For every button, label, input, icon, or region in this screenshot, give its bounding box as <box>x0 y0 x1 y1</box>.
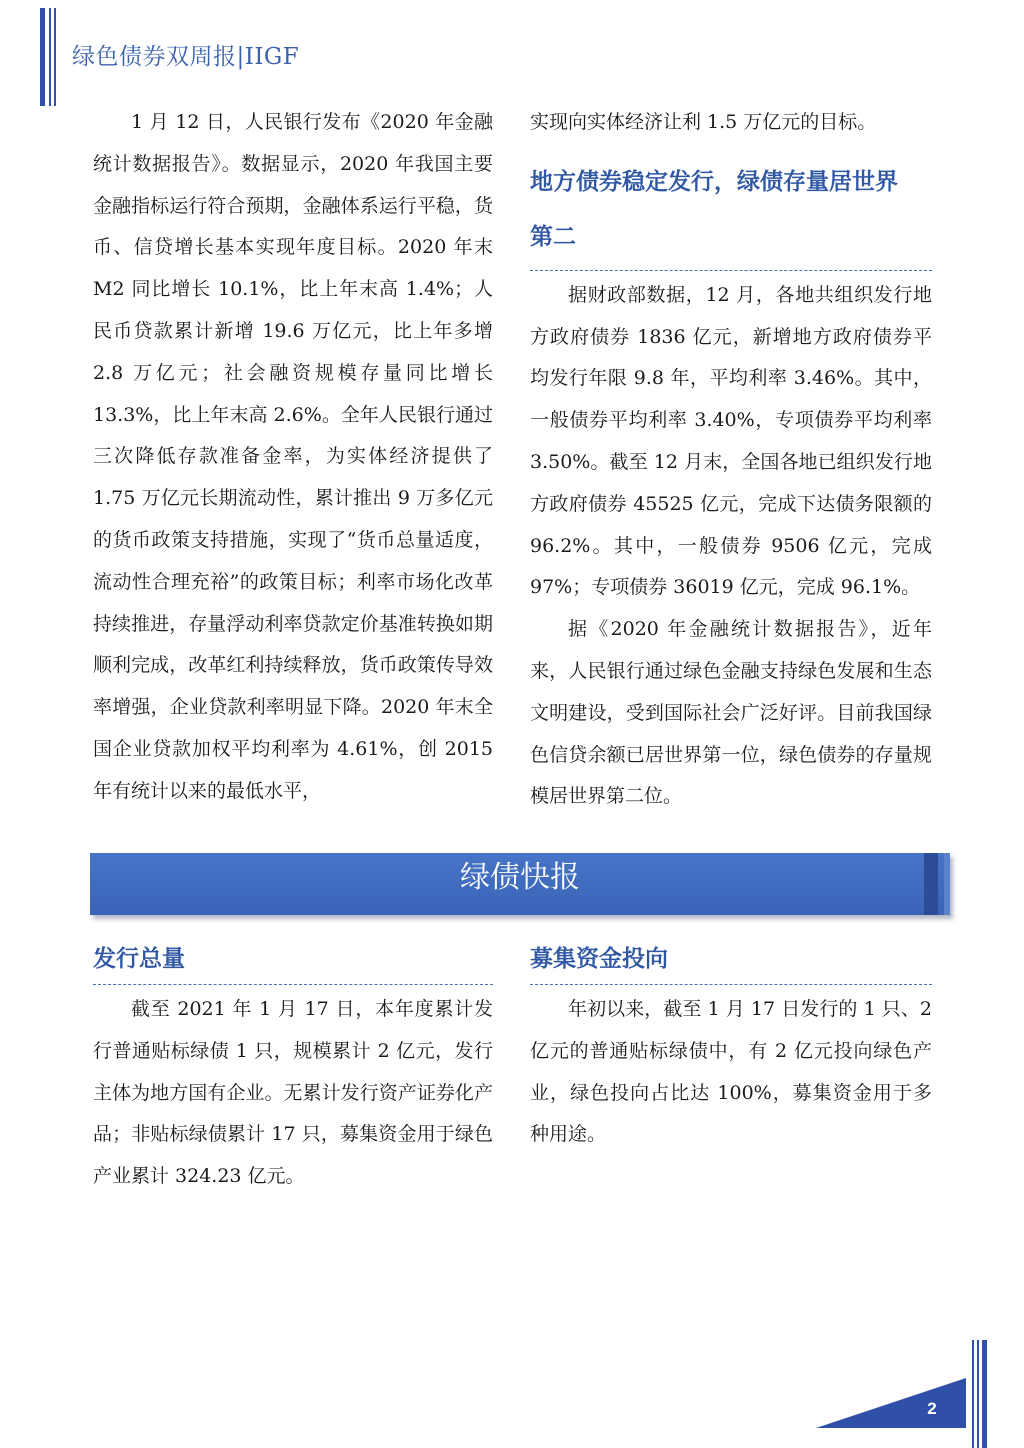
section-heading-line-2: 第二 <box>530 222 576 250</box>
banner-stripe <box>924 853 938 915</box>
banner-title: 绿债快报 <box>460 860 580 895</box>
issuance-heading: 发行总量 <box>93 945 185 972</box>
banner-stripe-edge <box>944 853 950 915</box>
left-column <box>93 102 493 813</box>
section-divider <box>530 270 932 271</box>
proceeds-divider <box>530 984 932 985</box>
section-banner <box>90 853 950 915</box>
proceeds-paragraph: 年初以来，截至 1 月 17 日发行的 1 只、2 亿元的普通贴标绿债中，有 2 亿元投向绿色产业，绿色投向占比达 100%，募集资金用于多种用途。 <box>530 998 932 1146</box>
body-paragraph-continuation: 实现向实体经济让利 1.5 万亿元的目标。 <box>530 111 877 133</box>
body-paragraph-green-finance: 据《2020 年金融统计数据报告》，近年来，人民银行通过绿色金融支持绿色发展和生态文明建设，受到国际社会广泛好评。目前我国绿色信贷余额已居世界第一位，绿色债券的存量规模居世界第二位。 <box>530 618 932 808</box>
issuance-paragraph: 截至 2021 年 1 月 17 日，本年度累计发行普通贴标绿债 1 只，规模累计 2 亿元，发行主体为地方国有企业。无累计发行资产证券化产品；非贴标绿债累计 17 只，募集资金用于绿色产业累计 324.23 亿元。 <box>93 998 493 1188</box>
page-number: 2 <box>927 1399 937 1418</box>
body-paragraph-local-bonds: 据财政部数据，12 月，各地共组织发行地方政府债券 1836 亿元，新增地方政府债券平均发行年限 9.8 年，平均利率 3.46%。其中，一般债券平均利率 3.40%，专项债券平均利率 3.50%。截至 12 月末，全国各地已组织发行地方政府债券 45525 亿元，完成下达债务限额的 96.2%。其中，一般债券 9506 亿元，完成 97%；专项债券 36019 亿元，完成 96.1%。 <box>530 283 932 599</box>
issuance-section <box>93 938 493 1198</box>
section-heading <box>530 154 932 264</box>
issuance-divider <box>93 984 493 985</box>
right-column <box>530 102 932 818</box>
proceeds-heading: 募集资金投向 <box>530 945 668 972</box>
header-title: 绿色债券双周报|IIGF <box>72 44 300 70</box>
section-heading-line-1: 地方债券稳定发行，绿债存量居世界 <box>530 167 898 195</box>
header-decoration-bars <box>40 8 60 106</box>
proceeds-section <box>530 938 932 1156</box>
body-paragraph-financial-statistics: 1 月 12 日，人民银行发布《2020 年金融统计数据报告》。数据显示，2020 年我国主要金融指标运行符合预期，金融体系运行平稳，货币、信贷增长基本实现年度目标。2020 年末 M2 同比增长 10.1%，比上年末高 1.4%；人民币贷款累计新增 19.6 万亿元，比上年多增 2.8 万亿元；社会融资规模存量同比增长 13.3%，比上年末高 2.6%。全年人民银行通过三次降低存款准备金率，为实体经济提供了 1.75 万亿元长期流动性，累计推出 9 万多亿元的货币政策支持措施，实现了“货币总量适度，流动性合理充裕”的政策目标；利率市场化改革持续推进，存量浮动利率贷款定价基准转换如期顺利完成，改革红利持续释放，货币政策传导效率增强，企业贷款利率明显下降。2020 年末全国企业贷款加权平均利率为 4.61%，创 2015 年有统计以来的最低水平， <box>93 111 493 802</box>
footer-decoration-bars <box>972 1340 992 1448</box>
